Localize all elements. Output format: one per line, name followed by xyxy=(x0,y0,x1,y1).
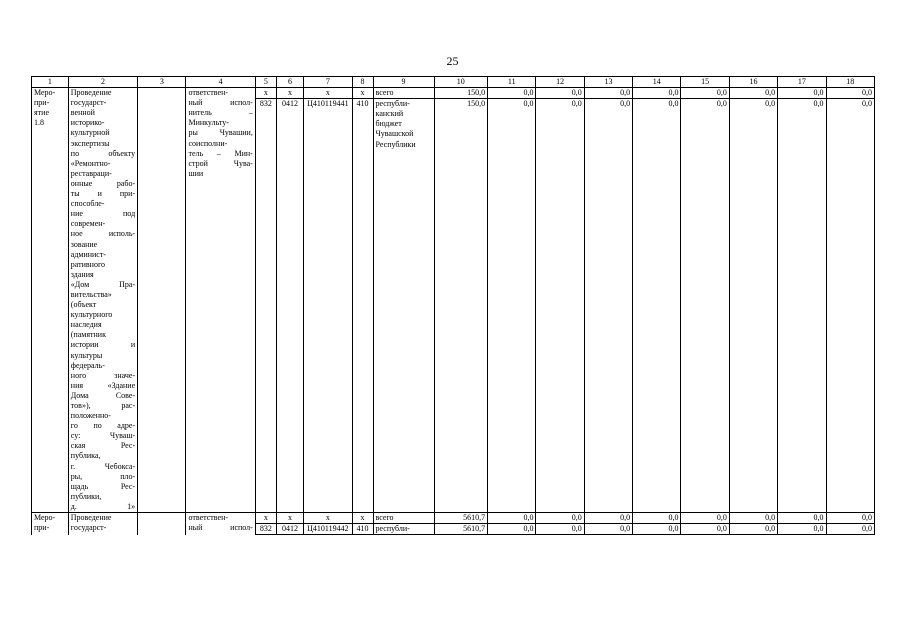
text-line: тель – Мин- xyxy=(188,148,253,158)
text-line: «Ремонтно- xyxy=(70,158,111,168)
text-line: го по адре- xyxy=(70,421,136,431)
amount-cell: 0,0 xyxy=(826,88,875,99)
col-header: 16 xyxy=(729,77,777,88)
text-line: культуры xyxy=(70,350,103,360)
text-line: соисполни- xyxy=(188,138,228,148)
text-line: Меро- xyxy=(34,88,56,98)
text-line: Чувашской xyxy=(375,129,414,139)
amount-cell: 0,0 xyxy=(488,88,536,99)
measure-name xyxy=(68,88,137,513)
funding-source: всего xyxy=(373,513,434,524)
text-line: ры Чувашии, xyxy=(188,128,253,138)
text-line: публика, xyxy=(70,451,101,461)
amount-cell: 0,0 xyxy=(826,99,875,513)
col-header: 4 xyxy=(186,77,255,88)
column-number-row xyxy=(32,77,875,88)
amount-cell: 0,0 xyxy=(536,88,584,99)
amount-cell: 0,0 xyxy=(536,513,584,524)
text-line: (памятник xyxy=(70,330,106,340)
budget-table xyxy=(31,76,875,535)
amount-cell: 0,0 xyxy=(729,524,777,535)
table-row xyxy=(32,513,875,524)
amount-cell: 0,0 xyxy=(584,88,632,99)
text-line: канский xyxy=(375,109,404,119)
text-line: строй Чува- xyxy=(188,158,253,168)
amount-cell: 0,0 xyxy=(584,513,632,524)
amount-cell: 0,0 xyxy=(488,513,536,524)
col-header: 1 xyxy=(32,77,69,88)
col-header: 18 xyxy=(826,77,875,88)
text-line: федераль- xyxy=(70,360,105,370)
amount-cell: 0,0 xyxy=(536,99,584,513)
text-line: нитель – xyxy=(188,108,253,118)
expense-type-code: x xyxy=(352,88,373,99)
col-header: 11 xyxy=(488,77,536,88)
amount-cell: 5610,7 xyxy=(434,524,488,535)
text-line: ответствен- xyxy=(188,88,229,98)
text-line: онные рабо- xyxy=(70,178,136,188)
text-line: публики, xyxy=(70,491,102,501)
text-line: экспертизы xyxy=(70,138,110,148)
col-header: 3 xyxy=(138,77,186,88)
col-header: 10 xyxy=(434,77,488,88)
text-line: 1.8 xyxy=(34,118,44,128)
text-line: тов»), рас- xyxy=(70,401,136,410)
text-line: Минкульту- xyxy=(188,118,229,128)
amount-cell: 0,0 xyxy=(633,513,681,524)
amount-cell: 0,0 xyxy=(729,99,777,513)
col-header: 5 xyxy=(255,77,276,88)
text-line: ного значе- xyxy=(70,370,136,380)
text-line: бюджет xyxy=(375,119,402,129)
target-article-code: Ц410119442 xyxy=(304,524,352,535)
col-header: 6 xyxy=(276,77,303,88)
text-line: Проведение xyxy=(70,513,112,523)
amount-cell: 0,0 xyxy=(778,524,826,535)
amount-cell: 0,0 xyxy=(633,88,681,99)
text-line: Дома Сове- xyxy=(70,390,136,400)
col-header: 2 xyxy=(68,77,137,88)
text-line: здания xyxy=(70,269,94,279)
amount-cell: 0,0 xyxy=(584,524,632,535)
text-line: венной xyxy=(70,108,95,118)
text-line: наследия xyxy=(70,320,102,330)
text-line: Республики xyxy=(375,139,416,149)
col-header: 15 xyxy=(681,77,729,88)
text-line: ния «Здание xyxy=(70,380,136,390)
text-line: культурной xyxy=(70,128,110,138)
amount-cell: 0,0 xyxy=(488,524,536,535)
section-code: 0412 xyxy=(276,99,303,513)
amount-cell: 150,0 xyxy=(434,99,488,513)
amount-cell: 0,0 xyxy=(778,513,826,524)
target-article-code: Ц410119441 xyxy=(304,99,352,513)
text-line: современ- xyxy=(70,219,106,229)
col-header: 13 xyxy=(584,77,632,88)
section-code: x xyxy=(276,88,303,99)
expense-type-code: 410 xyxy=(352,524,373,535)
text-line: историко- xyxy=(70,118,105,128)
text-line: ответствен- xyxy=(188,513,229,523)
text-line: щадь Рес- xyxy=(70,481,136,491)
grbs-code: x xyxy=(255,513,276,524)
table-row xyxy=(32,88,875,99)
amount-cell: 0,0 xyxy=(729,88,777,99)
amount-cell: 5610,7 xyxy=(434,513,488,524)
empty-cell xyxy=(138,513,186,535)
text-line: ты и при- xyxy=(70,189,136,199)
text-line: положенно- xyxy=(70,411,111,421)
amount-cell: 0,0 xyxy=(681,513,729,524)
amount-cell: 0,0 xyxy=(778,99,826,513)
amount-cell: 0,0 xyxy=(681,99,729,513)
expense-type-code: x xyxy=(352,513,373,524)
text-line: государст- xyxy=(70,523,107,533)
col-header: 14 xyxy=(633,77,681,88)
text-line: при- xyxy=(34,98,50,108)
amount-cell: 0,0 xyxy=(488,99,536,513)
text-line: ская Рес- xyxy=(70,441,136,451)
funding-source xyxy=(373,99,434,513)
text-line: Меро- xyxy=(34,513,56,523)
target-article-code: x xyxy=(304,513,352,524)
text-line: г. Чебокса- xyxy=(70,461,136,471)
empty-cell xyxy=(138,88,186,513)
text-line: культурного xyxy=(70,310,113,320)
text-line: админист- xyxy=(70,249,107,259)
section-code: 0412 xyxy=(276,524,303,535)
text-line: зование xyxy=(70,239,98,249)
amount-cell: 0,0 xyxy=(826,524,875,535)
funding-source: республи- xyxy=(373,524,434,535)
amount-cell: 0,0 xyxy=(633,99,681,513)
amount-cell: 0,0 xyxy=(778,88,826,99)
amount-cell: 150,0 xyxy=(434,88,488,99)
amount-cell: 0,0 xyxy=(681,88,729,99)
funding-source: всего xyxy=(373,88,434,99)
section-code: x xyxy=(276,513,303,524)
text-line: д. 1» xyxy=(70,501,136,511)
text-line: ный испол- xyxy=(188,98,253,108)
measure-name xyxy=(68,513,137,535)
measure-id xyxy=(32,88,69,513)
text-line: ятие xyxy=(34,108,50,118)
text-line: республи- xyxy=(375,99,410,109)
text-line: ративного xyxy=(70,259,106,269)
measure-id xyxy=(32,513,69,535)
page-number: 25 xyxy=(446,54,459,68)
col-header: 9 xyxy=(373,77,434,88)
target-article-code: x xyxy=(304,88,352,99)
grbs-code: 832 xyxy=(255,524,276,535)
text-line: «Дом Пра- xyxy=(70,279,136,289)
col-header: 7 xyxy=(304,77,352,88)
text-line: су: Чуваш- xyxy=(70,431,136,441)
text-line: государст- xyxy=(70,98,107,108)
text-line: ние под xyxy=(70,209,136,219)
text-line: вительства» xyxy=(70,289,112,299)
text-line: Проведение xyxy=(70,88,112,98)
text-line: реставраци- xyxy=(70,168,112,178)
grbs-code: x xyxy=(255,88,276,99)
amount-cell: 0,0 xyxy=(681,524,729,535)
amount-cell: 0,0 xyxy=(584,99,632,513)
col-header: 17 xyxy=(778,77,826,88)
text-line: ный испол- xyxy=(188,523,253,533)
text-line: при- xyxy=(34,523,50,533)
text-line: истории и xyxy=(70,340,136,350)
text-line: ры, пло- xyxy=(70,471,136,481)
amount-cell: 0,0 xyxy=(633,524,681,535)
amount-cell: 0,0 xyxy=(729,513,777,524)
text-line: шии xyxy=(188,168,204,178)
text-line: (объект xyxy=(70,300,97,310)
responsible-executor xyxy=(186,513,255,535)
grbs-code: 832 xyxy=(255,99,276,513)
amount-cell: 0,0 xyxy=(536,524,584,535)
amount-cell: 0,0 xyxy=(826,513,875,524)
col-header: 12 xyxy=(536,77,584,88)
expense-type-code: 410 xyxy=(352,99,373,513)
text-line: ное исполь- xyxy=(70,229,136,239)
col-header: 8 xyxy=(352,77,373,88)
text-line: способле- xyxy=(70,199,105,209)
text-line: по объекту xyxy=(70,148,136,158)
responsible-executor xyxy=(186,88,255,513)
